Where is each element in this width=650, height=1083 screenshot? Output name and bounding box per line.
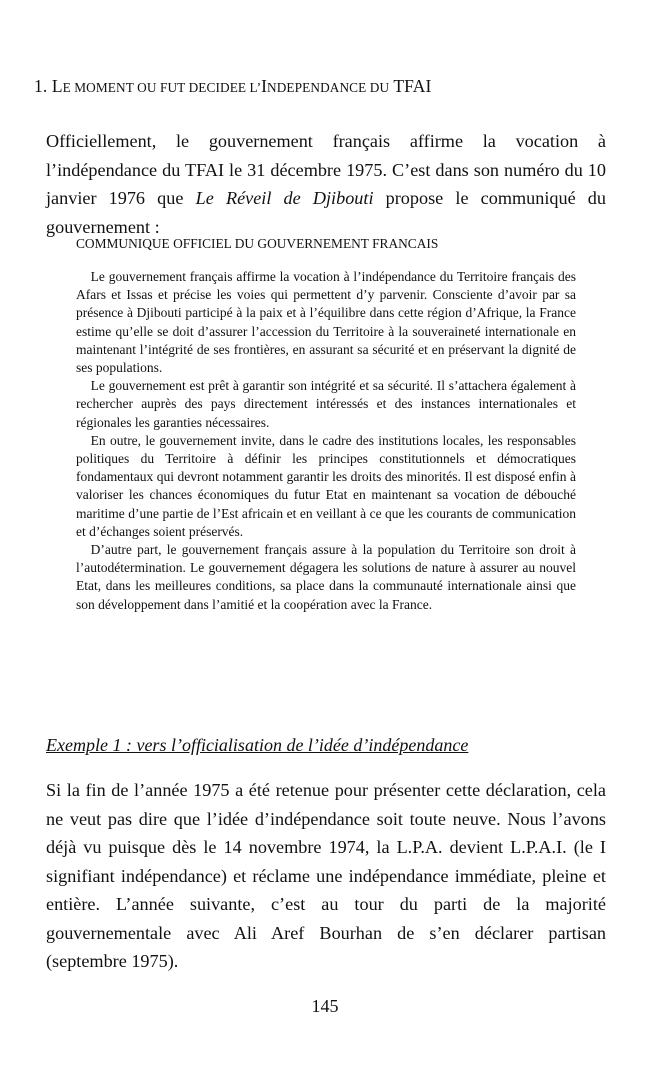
section-heading (34, 76, 624, 97)
communique-paragraph-text: En outre, le gouvernement invite, dans le cadre des institutions locales, les responsables politiques du Territoire à définir les principes constitutionnels et démocratiques fondamentaux qui devront notamment garantir les droits des minorités. Il est disposé enfin à valoriser les chances économiques du futur Etat en maintenant sa vocation de débouché maritime d’une partie de l’Est africain et en veillant à ce que les courants de communication et d’échanges soient préservés. (76, 432, 576, 539)
section-number: 1. (34, 76, 48, 96)
heading-acronym: TFAI (393, 76, 432, 96)
heading-capital-i: I (261, 76, 268, 96)
page-number: 145 (311, 996, 339, 1016)
communique-paragraph (76, 377, 576, 432)
communique-title: COMMUNIQUE OFFICIEL DU GOUVERNEMENT FRANCAIS (76, 236, 439, 251)
communique-paragraph-text: D’autre part, le gouvernement français assure à la population du Territoire son droit à l’autodétermination. Le gouvernement dégagera les solutions de nature à assurer au nouvel Etat, dans les meilleures conditions, sa place dans la communauté internationale ainsi que son développement dans l’amitié et la coopération avec la France. (76, 542, 576, 612)
closing-paragraph: Si la fin de l’année 1975 a été retenue pour présenter cette déclaration, cela ne veut pas dire que l’idée d’indépendance soit toute neuve. Nous l’avons déjà vu puisque dès le 14 novembre 1974, la L.P.A. devient L.P.A.I. (le I signifiant indépendance) et réclame une indépendance immédiate, pleine et entière. L’année suivante, c’est au tour du parti de la majorité gouvernementale avec Ali Aref Bourhan de s’en déclarer partisan (septembre 1975). (46, 780, 606, 971)
communique-paragraph (76, 541, 576, 614)
heading-small-caps-part2: NDEPENDANCE DU (267, 80, 390, 95)
heading-small-caps-part1: E MOMENT OU FUT DECIDEE L’ (62, 80, 262, 95)
intro-paragraph (46, 127, 606, 241)
communique-paragraph-text: Le gouvernement est prêt à garantir son intégrité et sa sécurité. Il s’attachera également à rechercher auprès des pays directement intéressés et des instances internationales et régionales les garanties nécessaires. (76, 378, 576, 430)
communique-paragraph (76, 268, 576, 377)
communique-body (76, 268, 576, 614)
communique-paragraph (76, 432, 576, 541)
communique-paragraph-text: Le gouvernement français affirme la vocation à l’indépendance du Territoire français des Afars et Issas et précise les voies qui permettent d’y parvenir. Consciente d’avoir par sa présence à Djibouti participé à la paix et à l’équilibre dans cette région d’Afrique, la France estime qu’elle se doit d’assurer l’accession du Territoire à la souveraineté internationale en maintenant l’intégrité de ses frontières, en assurant sa sécurité et en préservant la dignité de ses populations. (76, 269, 576, 376)
example-heading: Exemple 1 : vers l’officialisation de l’idée d’indépendance (46, 735, 469, 755)
intro-text-1: Officiellement, le gouvernement français affirme la vocation à l’indépendance du TFAI le 31 décembre 1975. C’est dans son numéro du 10 janvier 1976 que (46, 131, 606, 208)
intro-text-2: propose le communiqué du gouvernement : (46, 188, 606, 237)
newspaper-title: Le Réveil de Djibouti (195, 188, 374, 208)
heading-capital-l: L (51, 76, 63, 96)
